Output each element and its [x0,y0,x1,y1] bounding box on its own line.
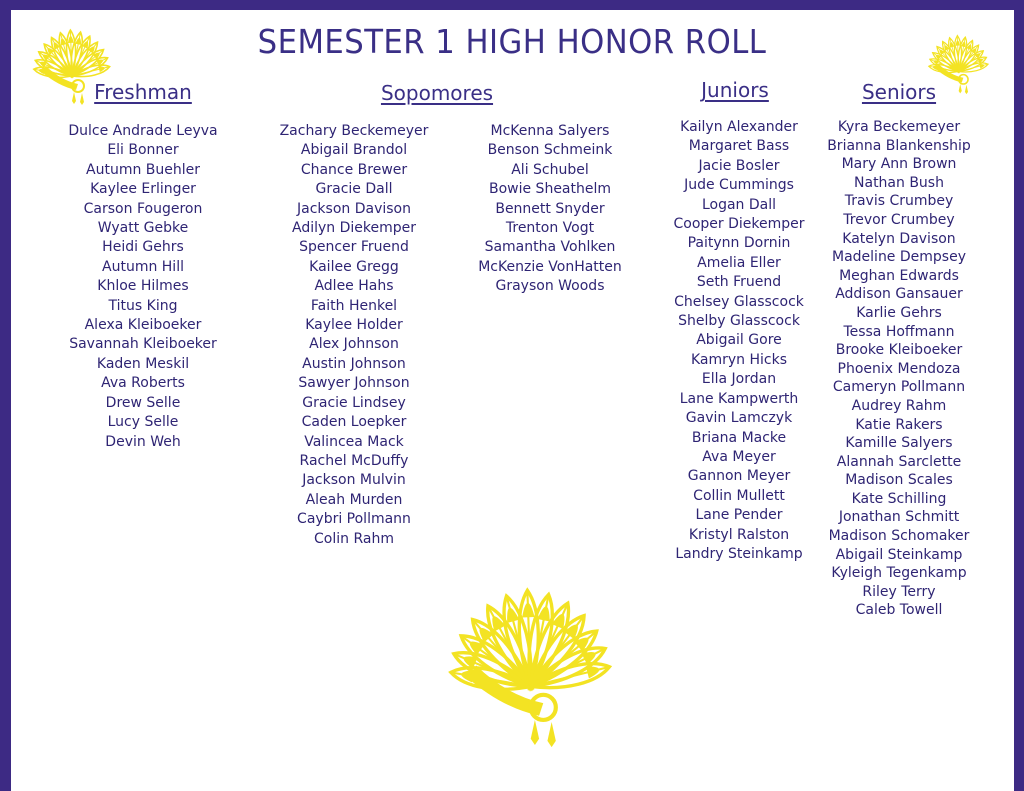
name-list-item: Chelsey Glasscock [674,293,804,310]
name-list-item: Austin Johnson [302,355,406,372]
name-list-item: Valincea Mack [304,433,404,450]
name-list-item: Ava Meyer [702,448,776,465]
name-list-item: Nathan Bush [854,174,944,191]
heading-juniors: Juniors [701,78,769,102]
name-list-item: Autumn Hill [102,258,184,275]
name-list-item: Rachel McDuffy [299,452,409,469]
name-list-item: Madison Schomaker [828,528,970,545]
headdress-large-icon [422,522,652,784]
seniors-list [827,118,971,620]
name-list-item: Bennett Snyder [495,200,605,217]
name-list-item: Faith Henkel [310,297,398,314]
name-list-item: Audrey Rahm [851,397,947,414]
name-list-item: Benson Schmeink [487,142,613,159]
name-list-item: Karlie Gehrs [856,304,942,321]
name-list-item: Cooper Diekemper [673,216,805,233]
name-list-item: Phoenix Mendoza [837,360,961,377]
name-list-item: Kyra Beckemeyer [837,119,961,135]
name-list-item: Ava Roberts [101,375,185,392]
name-list-item: Amelia Eller [697,254,781,271]
name-list-item: Addison Gansauer [835,286,963,303]
name-list-item: Kristyl Ralston [688,526,790,543]
frame-left-border [0,0,11,791]
name-list-item: Chance Brewer [300,161,408,178]
name-list-item: Caybri Pollmann [297,511,411,528]
name-list-item: Landry Steinkamp [675,545,803,562]
name-list-item: McKenna Salyers [490,123,610,139]
name-list-item: Alannah Sarclette [836,453,962,470]
name-list-item: Trevor Crumbey [843,211,955,228]
name-list-item: Kailee Gregg [309,258,399,275]
name-list-item: Eli Bonner [107,142,179,159]
name-list-item: Carson Fougeron [83,200,203,217]
name-list-item: Margaret Bass [688,138,790,155]
name-list-item: Gannon Meyer [687,468,791,485]
juniors-list [673,118,804,564]
name-list-item: Grayson Woods [495,278,605,295]
name-list-item: Drew Selle [105,394,181,411]
heading-freshman: Freshman [94,80,192,104]
heading-sophomores: Sopomores [380,81,494,105]
name-list-item: Jacie Bosler [698,157,780,174]
name-list-item: Jude Cummings [684,177,794,194]
name-list-item: Khloe Hilmes [97,278,189,295]
name-list-item: Jackson Davison [297,200,411,217]
name-list-item: Gavin Lamczyk [685,410,793,427]
heading-seniors: Seniors [861,80,937,104]
name-list-item: Kyleigh Tegenkamp [831,565,967,582]
name-list-item: Aleah Murden [305,491,403,508]
name-list-item: Kaden Meskil [96,355,190,372]
name-list-item: Spencer Fruend [299,239,409,256]
name-list-item: Kamryn Hicks [690,351,788,368]
name-list-item: Zachary Beckemeyer [279,123,429,139]
name-list-item: Abigail Gore [696,332,782,349]
name-list-item: Brooke Kleiboeker [835,342,963,359]
name-list-item: Katie Rakers [855,416,943,433]
name-list-item: Kate Schilling [851,490,947,507]
name-list-item: Gracie Lindsey [302,394,406,411]
name-list-item: Ali Schubel [511,161,589,178]
name-list-item: Caden Loepker [301,414,407,431]
name-list-item: Heidi Gehrs [102,239,184,256]
name-list-item: Titus King [108,297,178,314]
name-list-item: Tessa Hoffmann [843,323,955,340]
name-list-item: Meghan Edwards [839,267,959,284]
name-list-item: Jonathan Schmitt [838,509,960,526]
name-list-item: Jackson Mulvin [302,472,406,489]
name-list-item: Riley Terry [862,583,936,600]
name-list-item: Abigail Brandol [300,142,408,159]
name-list-item: Lucy Selle [107,414,179,431]
name-list-item: Adlee Hahs [314,278,394,295]
name-list-item: Caleb Towell [855,602,943,619]
name-list-item: Mary Ann Brown [841,156,957,173]
name-list-item: Colin Rahm [314,530,394,547]
name-list-item: Kaylee Erlinger [90,181,196,198]
frame-right-border [1014,0,1024,791]
name-list-item: Sawyer Johnson [298,375,410,392]
name-list-item: Brianna Blankenship [827,137,971,154]
name-list-item: Alex Johnson [309,336,399,353]
name-list-item: Cameryn Pollmann [832,379,966,396]
name-list-item: Logan Dall [701,196,777,213]
name-list-item: Devin Weh [105,433,181,450]
name-list-item: Autumn Buehler [86,161,200,178]
frame-top-border [0,0,1024,10]
name-list-item: Travis Crumbey [844,193,954,210]
name-list-item: Adilyn Diekemper [291,220,417,237]
name-list-item: Savannah Kleiboeker [69,336,217,353]
name-list-item: Alexa Kleiboeker [84,317,202,334]
name-list-item: Collin Mullett [693,487,785,504]
name-list-item: Kailyn Alexander [680,119,798,135]
name-list-item: Kamille Salyers [845,435,953,452]
name-list-item: Trenton Vogt [505,220,595,237]
name-list-item: Katelyn Davison [842,230,956,247]
name-list-item: Briana Macke [691,429,787,446]
name-list-item: Lane Kampwerth [679,390,799,407]
name-list-item: Ella Jordan [701,371,777,388]
name-list-item: Samantha Vohlken [484,239,616,256]
sophomores-list-1 [280,122,429,549]
name-list-item: Bowie Sheathelm [488,181,612,198]
name-list-item: Madeline Dempsey [832,249,966,266]
name-list-item: Wyatt Gebke [97,220,189,237]
name-list-item: Seth Fruend [696,274,782,291]
name-list-item: Shelby Glasscock [678,313,800,330]
name-list-item: Abigail Steinkamp [835,546,963,563]
sophomores-list-2 [478,122,622,297]
name-list-item: Dulce Andrade Leyva [68,123,218,139]
name-list-item: Kaylee Holder [305,317,403,334]
name-list-item: Madison Scales [845,472,953,489]
freshman-list [68,122,217,452]
name-list-item: Lane Pender [695,507,783,524]
name-list-item: McKenzie VonHatten [478,258,622,275]
name-list-item: Paitynn Dornin [687,235,791,252]
name-list-item: Gracie Dall [315,181,393,198]
page-title: SEMESTER 1 HIGH HONOR ROLL [257,22,767,61]
